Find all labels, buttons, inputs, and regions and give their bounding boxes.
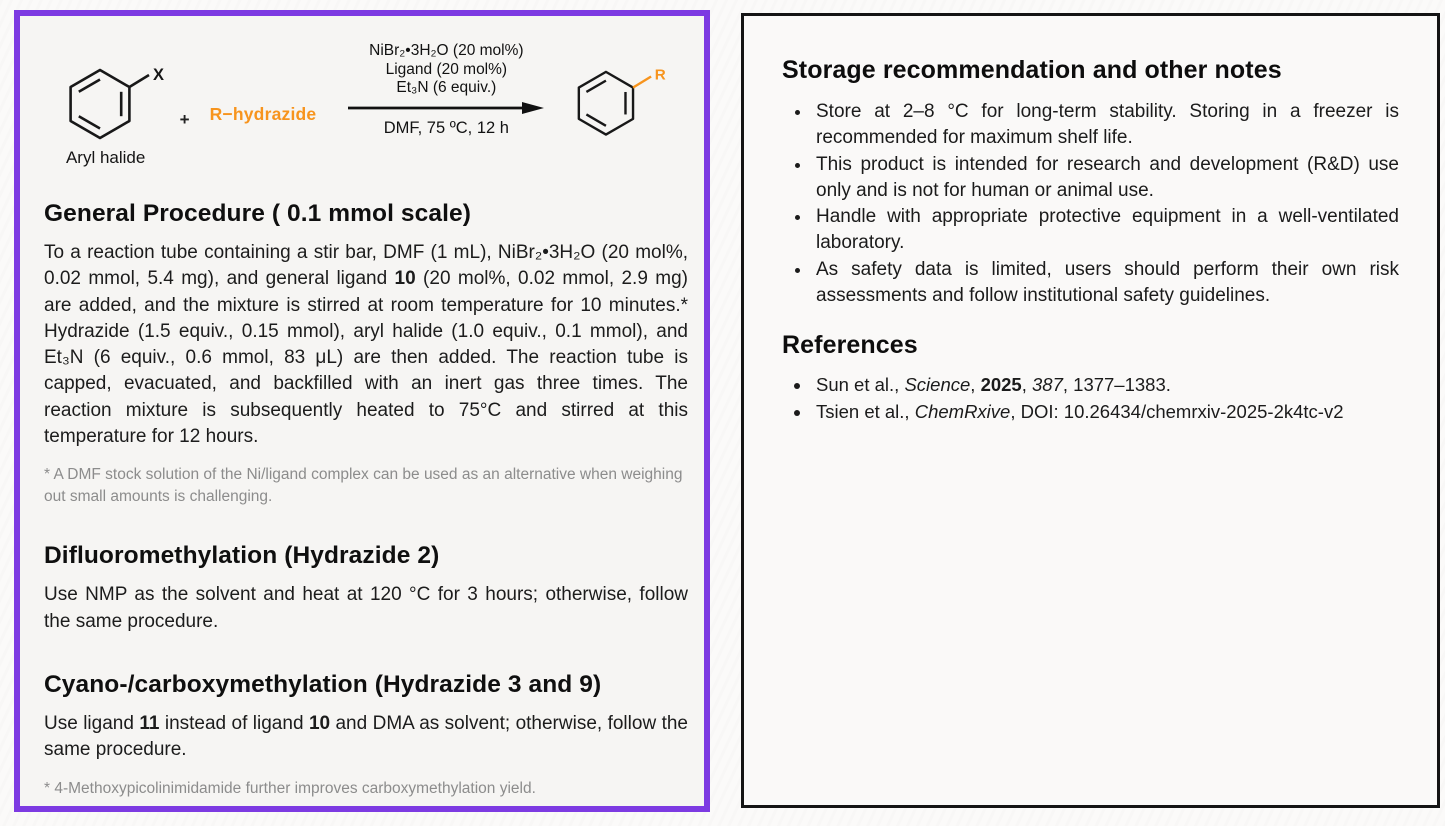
list-item: • Store at 2–8 °C for long-term stability. Storing in a freezer is recommended for maximum shelf life. (812, 99, 1399, 152)
list-item: • Sun et al., Science, 2025, 387, 1377–1383. (812, 372, 1399, 399)
storage-bullet-list (782, 99, 1399, 309)
benzene-ring-r-icon (558, 38, 676, 150)
general-procedure-heading: General Procedure ( 0.1 mmol scale) (44, 200, 471, 227)
condition-line-below: DMF, 75 ºC, 12 h (383, 118, 509, 137)
substituent-r-label: R (655, 66, 667, 84)
storage-heading: Storage recommendation and other notes (782, 56, 1282, 84)
aryl-halide-caption: Aryl halide (65, 148, 146, 167)
cyano-carboxymethylation-footnote: * 4-Methoxypicolinimidamide further improves carboxymethylation yield. (44, 779, 536, 797)
reaction-conditions (348, 38, 544, 138)
cyano-carboxymethylation-body: Use ligand 11 instead of ligand 10 and DMA as solvent; otherwise, follow the same procedure. (44, 712, 688, 761)
list-item: • As safety data is limited, users should perform their own risk assessments and follow institutional safety guidelines. (812, 257, 1399, 310)
condition-line: Ligand (20 mol%) (385, 60, 508, 78)
list-item: • Handle with appropriate protective equipment in a well-ventilated laboratory. (812, 204, 1399, 257)
procedure-text (20, 200, 704, 800)
benzene-ring-x-icon (48, 38, 176, 150)
substituent-x-label: X (152, 66, 164, 84)
reaction-scheme (28, 38, 696, 168)
general-procedure-body: To a reaction tube containing a stir bar, DMF (1 mL), NiBr₂•3H₂O (20 mol%, 0.02 mmol, 5.4 mg), and general ligand 10 (20 mol%, 0.02 mmol, 2.9 mg) are added, and the mixture is stirred at room temperature for 10 minutes.* Hydrazide (1.5 equiv., 0.15 mmol), aryl halide (1.0 equiv., 0.1 mmol), and Et₃N (6 equiv., 0.6 mmol, 83 μL) are then added. The reaction tube is capped, evacuated, and backfilled with an inert gas three times. The reaction mixture is subsequently heated to 75°C and stirred at this temperature for 12 hours. (44, 242, 688, 448)
references-list (782, 372, 1399, 425)
plus-sign: + (179, 110, 190, 129)
storage-notes-panel (741, 13, 1440, 808)
aryl-halide-structure (48, 38, 178, 168)
list-item: • This product is intended for research and development (R&D) use only and is not for human or animal use. (812, 152, 1399, 205)
difluoromethylation-heading: Difluoromethylation (Hydrazide 2) (44, 542, 440, 570)
cyano-carboxymethylation-heading: Cyano-/carboxymethylation (Hydrazide 3 and 9) (44, 670, 602, 698)
procedure-panel (14, 10, 710, 812)
general-procedure-footnote: * A DMF stock solution of the Ni/ligand complex can be used as an alternative when weighing out small amounts is challenging. (44, 466, 683, 506)
references-heading: References (782, 331, 918, 360)
list-item: • Tsien et al., ChemRxive, DOI: 10.26434/chemrxiv-2025-2k4tc-v2 (812, 399, 1399, 426)
reaction-arrow-icon (348, 101, 544, 115)
condition-line: NiBr₂•3H₂O (20 mol%) (369, 42, 524, 59)
difluoromethylation-body: Use NMP as the solvent and heat at 120 °C for 3 hours; otherwise, follow the same procedure. (44, 584, 688, 632)
hydrazide-reagent-label: R−hydrazide (209, 104, 317, 124)
condition-line: Et₃N (6 equiv.) (396, 79, 497, 96)
product-structure (558, 38, 676, 150)
